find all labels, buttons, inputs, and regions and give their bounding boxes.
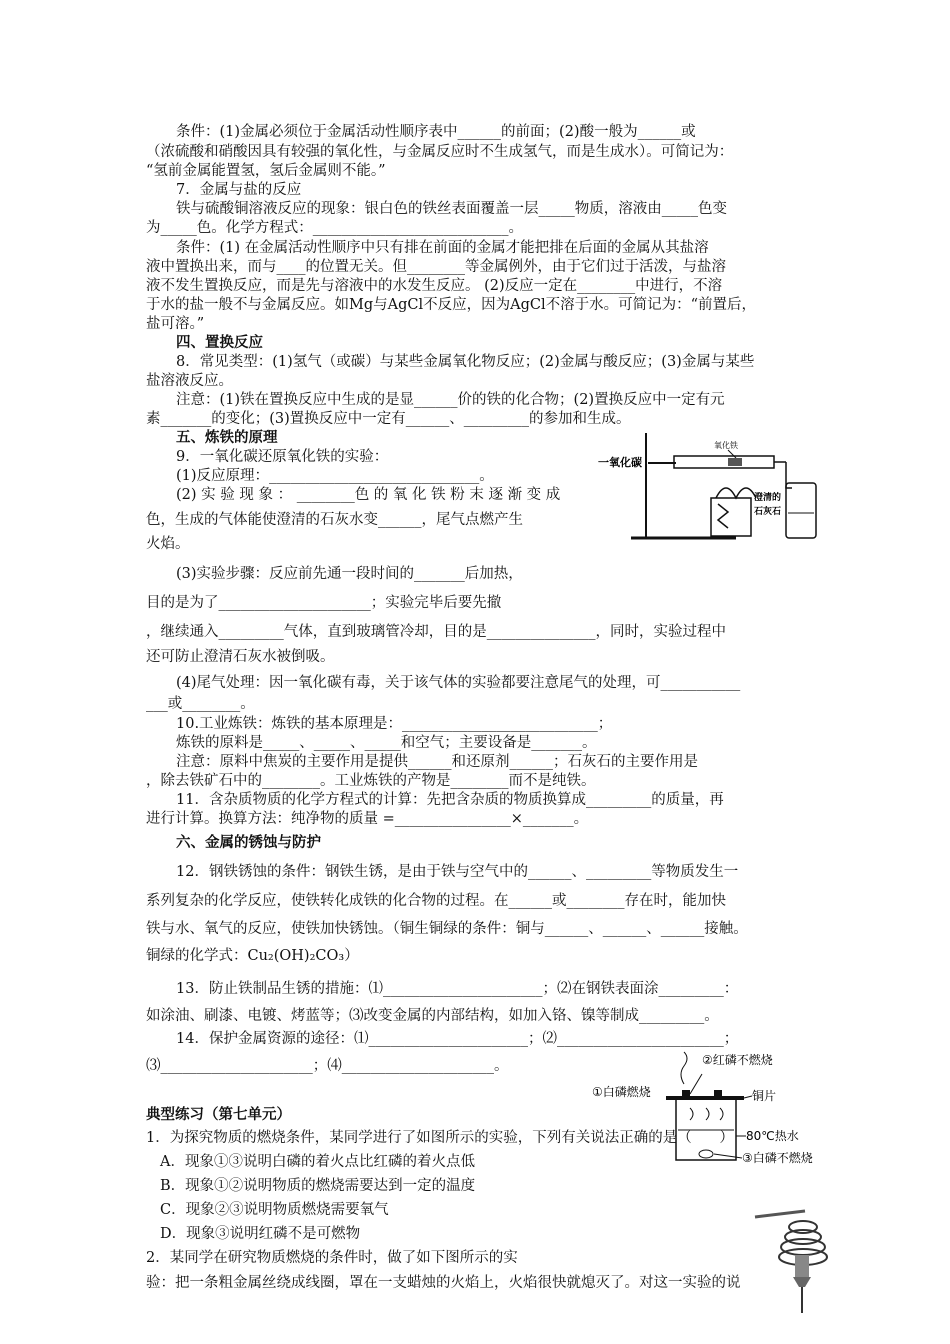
label-hot-water: 80℃热水: [746, 1129, 799, 1143]
section-heading: 六、金属的锈蚀与防护: [176, 834, 321, 851]
question-1: 1．为探究物质的燃烧条件，某同学进行了如图所示的实验，下列有关说法正确的是（ ）: [146, 1130, 734, 1146]
text-line: 盐可溶。”: [146, 316, 205, 332]
text-line: 如涂油、刷漆、电镀、烤蓝等；⑶改变金属的内部结构，如加入铬、镍等制成_________。: [146, 1008, 719, 1024]
text-line: 验：把一条粗金属丝绕成线圈，罩在一支蜡烛的火焰上，火焰很快就熄灭了。对这一实验的说: [146, 1275, 741, 1291]
text-line: ___或________。: [146, 696, 255, 712]
text-line: 铜绿的化学式：Cu₂(OH)₂CO₃）: [146, 948, 359, 964]
phosphorus-combustion-figure: [590, 1050, 840, 1170]
text-line: 炼铁的原料是_____、_____、_____和空气；主要设备是_______。: [176, 735, 597, 751]
text-line: 条件：(1)金属必须位于金属活动性顺序表中______的前面；(2)酸一般为______或: [176, 124, 696, 140]
text-line: 还可防止澄清石灰水被倒吸。: [146, 649, 335, 665]
text-line: 铁与水、氧气的反应，使铁加快锈蚀。（铜生铜绿的条件：铜与______、______、______接触。: [146, 921, 748, 937]
option-a: A．现象①③说明白磷的着火点比红磷的着火点低: [160, 1154, 475, 1170]
text-line: 9．一氧化碳还原氧化铁的实验：: [176, 449, 389, 465]
question-2: 2．某同学在研究物质燃烧的条件时，做了如下图所示的实: [146, 1250, 518, 1266]
text-line: 8．常见类型：(1)氢气（或碳）与某些金属氧化物反应；(2)金属与酸反应；(3)金属与某些: [176, 354, 755, 370]
text-line: 11．含杂质物质的化学方程式的计算：先把含杂质的物质换算成_________的质量，再: [176, 792, 724, 808]
text-line: 为_____色。化学方程式：___________________________。: [146, 220, 523, 236]
option-c: C．现象②③说明物质燃烧需要氧气: [160, 1202, 389, 1218]
text-line: 注意：(1)铁在置换反应中生成的是显______价的铁的化合物；(2)置换反应中一定有元: [176, 392, 725, 408]
section-heading: 典型练习（第七单元）: [146, 1106, 291, 1123]
text-line: 7．金属与盐的反应: [176, 182, 302, 198]
text-line: 注意：原料中焦炭的主要作用是提供______和还原剂______；石灰石的主要作用是: [176, 754, 698, 770]
label-red-p-not-burning: ②红磷不燃烧: [702, 1053, 773, 1067]
text-line: 10.工业炼铁：炼铁的基本原理是：___________________________；: [176, 716, 613, 732]
option-d: D．现象③说明红磷不是可燃物: [160, 1226, 361, 1242]
text-line: 液中置换出来，而与____的位置无关。但________等金属例外，由于它们过于活泼，与盐溶: [146, 259, 726, 275]
label-underwater-white-p: ③白磷不燃烧: [742, 1151, 813, 1165]
text-line: 12．钢铁锈蚀的条件：钢铁生锈，是由于铁与空气中的______、_________等物质发生一: [176, 864, 739, 880]
label-white-p-burning: ①白磷燃烧: [592, 1085, 651, 1099]
text-line: 系列复杂的化学反应，使铁转化成铁的化合物的过程。在______或________存在时，能加快: [146, 893, 726, 909]
text-line: 目的是为了_____________________；实验完毕后要先撤: [146, 595, 502, 611]
text-line: “氢前金属能置氢，氢后金属则不能。”: [146, 163, 386, 179]
co-label: 一氧化碳: [598, 456, 642, 469]
section-heading: 四、置换反应: [176, 334, 263, 351]
section-heading: 五、炼铁的原理: [176, 429, 278, 446]
text-line: 14．保护金属资源的途径：⑴______________________；⑵_______________________；: [176, 1031, 739, 1047]
text-line: (2) 实 验 现 象 ： ________色 的 氧 化 铁 粉 末 逐 渐 变 成: [176, 487, 561, 503]
iron-oxide-label: 氧化铁: [714, 441, 738, 450]
text-line: (4)尾气处理：因一氧化碳有毒，关于该气体的实验都要注意尾气的处理，可___________: [176, 675, 741, 691]
limewater-label: 澄清的: [754, 493, 782, 503]
text-line: 素_______的变化；(3)置换反应中一定有______、_________的参加和生成。: [146, 411, 631, 427]
text-line: (1)反应原理：_____________________________。: [176, 468, 494, 484]
text-line: ⑶_____________________；⑷_____________________。: [146, 1058, 509, 1074]
candle-coil-figure: [745, 1195, 835, 1315]
option-b: B．现象①②说明物质的燃烧需要达到一定的温度: [160, 1178, 476, 1194]
text-line: 火焰。: [146, 536, 190, 552]
text-line: 进行计算。换算方法：纯净物的质量 =________________×_______。: [146, 811, 589, 827]
label-copper-sheet: 铜片: [752, 1089, 777, 1103]
text-line: 铁与硫酸铜溶液反应的现象：银白色的铁丝表面覆盖一层_____物质，溶液由_____色变: [176, 201, 727, 217]
text-line: 于水的盐一般不与金属反应。如Mg与AgCl不反应，因为AgCl不溶于水。可简记为：“前置后，: [146, 297, 757, 313]
text-line: 13．防止铁制品生锈的措施：⑴______________________；⑵在钢铁表面涂_________：: [176, 981, 739, 997]
text-line: 液不发生置换反应，而是先与溶液中的水发生反应。 (2)反应一定在________中进行，不溶: [146, 278, 723, 294]
co-reduction-apparatus-figure: [596, 428, 826, 548]
limewater-label-2: 石灰石: [754, 507, 782, 517]
text-line: 条件：(1) 在金属活动性顺序中只有排在前面的金属才能把排在后面的金属从其盐溶: [176, 240, 709, 256]
text-line: （浓硫酸和硝酸因具有较强的氧化性，与金属反应时不生成氢气，而是生成水）。可简记为：: [146, 144, 734, 160]
text-line: 色，生成的气体能使澄清的石灰水变______，尾气点燃产生: [146, 512, 523, 528]
text-line: ，除去铁矿石中的________。工业炼铁的产物是________而不是纯铁。: [146, 773, 596, 789]
text-line: (3)实验步骤：反应前先通一段时间的_______后加热，: [176, 566, 523, 582]
text-line: ，继续通入_________气体，直到玻璃管冷却，目的是_______________，同时，实验过程中: [146, 624, 726, 640]
text-line: 盐溶液反应。: [146, 373, 233, 389]
